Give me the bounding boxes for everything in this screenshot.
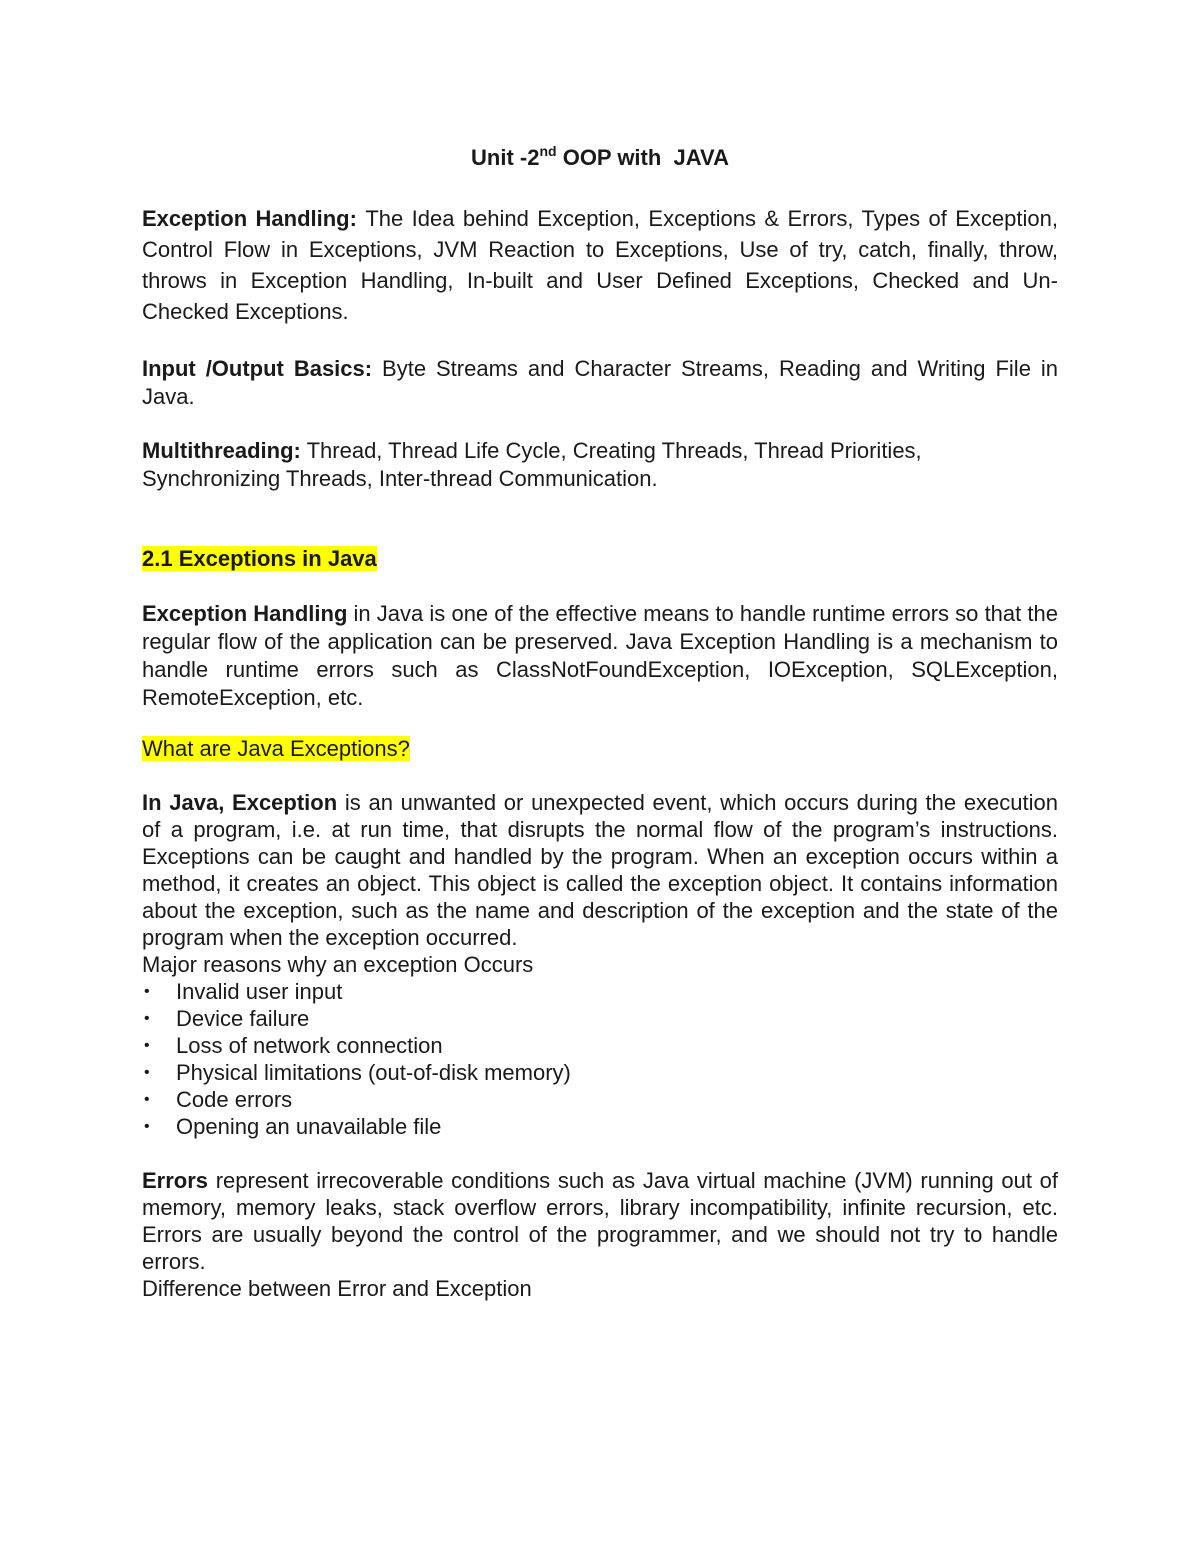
title-prefix: Unit -2 xyxy=(471,145,540,170)
difference-title: Difference between Error and Exception xyxy=(142,1276,532,1301)
bullet-icon: • xyxy=(144,1118,150,1135)
subheading-java-exceptions xyxy=(142,735,410,763)
reason-text: Code errors xyxy=(176,1087,293,1112)
list-item xyxy=(142,1032,1058,1059)
bullet-icon: • xyxy=(144,1064,150,1081)
reasons-list xyxy=(142,978,1058,1140)
bullet-icon: • xyxy=(144,1037,150,1054)
reason-text: Opening an unavailable file xyxy=(176,1114,442,1139)
list-item xyxy=(142,1113,1058,1140)
title-superscript: nd xyxy=(539,143,557,159)
errors-text: represent irrecoverable conditions such as Java virtual machine (JVM) running out of memory, memory leaks, stack overflow errors, library incompatibility, infinite recursion, etc. Errors are usually beyond the control of the programmer, and we should not try to handle errors. xyxy=(142,1168,1058,1274)
title-rest: OOP with JAVA xyxy=(556,145,729,170)
syllabus-exception-handling xyxy=(142,203,1058,327)
page-title xyxy=(0,143,1200,173)
bullet-icon: • xyxy=(144,1010,150,1027)
syllabus-multithreading-text: Thread, Thread Life Cycle, Creating Threads, Thread Priorities, Synchronizing Threads, Inter-thread Communication. xyxy=(142,438,922,491)
exception-definition-block xyxy=(142,789,1058,1140)
bullet-icon: • xyxy=(144,1091,150,1108)
syllabus-io-basics xyxy=(142,355,1058,411)
syllabus-exception-handling-text: The Idea behind Exception, Exceptions & Errors, Types of Exception, Control Flow in Exceptions, JVM Reaction to Exceptions, Use of try, catch, finally, throw, throws in Exception Handling, In-built and User Defined Exceptions, Checked and Un-Checked Exceptions. xyxy=(142,206,1058,324)
subheading-java-exceptions-text: What are Java Exceptions? xyxy=(142,736,410,761)
exception-handling-intro xyxy=(142,600,1058,712)
syllabus-io-basics-label: Input /Output Basics xyxy=(142,356,365,381)
reasons-title: Major reasons why an exception Occurs xyxy=(142,952,534,977)
list-item xyxy=(142,1005,1058,1032)
syllabus-exception-handling-label: Exception Handling xyxy=(142,206,350,231)
exception-definition xyxy=(142,789,1058,951)
reason-text: Device failure xyxy=(176,1006,310,1031)
reason-text: Invalid user input xyxy=(176,979,343,1004)
definition-bold-term: In Java, Exception xyxy=(142,790,338,815)
section-heading-2-1 xyxy=(142,545,377,573)
syllabus-io-basics-text: Byte Streams and Character Streams, Reading and Writing File in Java. xyxy=(142,356,1058,409)
definition-text: is an unwanted or unexpected event, which occurs during the execution of a program, i.e. at run time, that disrupts the normal flow of the program’s instructions. Exceptions can be caught and handled by the program. When an exception occurs within a method, it creates an object. This object is called the exception object. It contains information about the exception, such as the name and description of the exception and the state of the program when the exception occurred. xyxy=(142,790,1058,950)
reason-text: Physical limitations (out-of-disk memory) xyxy=(176,1060,571,1085)
list-item xyxy=(142,1086,1058,1113)
list-item xyxy=(142,1059,1058,1086)
reason-text: Loss of network connection xyxy=(176,1033,443,1058)
section-heading-2-1-text: 2.1 Exceptions in Java xyxy=(142,546,377,571)
bullet-icon: • xyxy=(144,983,150,1000)
errors-bold-term: Errors xyxy=(142,1168,209,1193)
syllabus-multithreading xyxy=(142,437,1022,493)
errors-block xyxy=(142,1167,1058,1302)
syllabus-io-basics-sep: : xyxy=(364,356,383,381)
list-item xyxy=(142,978,1058,1005)
errors-paragraph xyxy=(142,1167,1058,1275)
intro-bold-term: Exception Handling xyxy=(142,601,348,626)
intro-text: in Java is one of the effective means to handle runtime errors so that the regular flow of the application can be preserved. Java Exception Handling is a mechanism to handle runtime errors such as ClassNotFoundException, IOException, SQLException, RemoteException, etc. xyxy=(142,601,1058,710)
syllabus-multithreading-label: Multithreading: xyxy=(142,438,301,463)
syllabus-exception-handling-sep: : xyxy=(349,206,366,231)
